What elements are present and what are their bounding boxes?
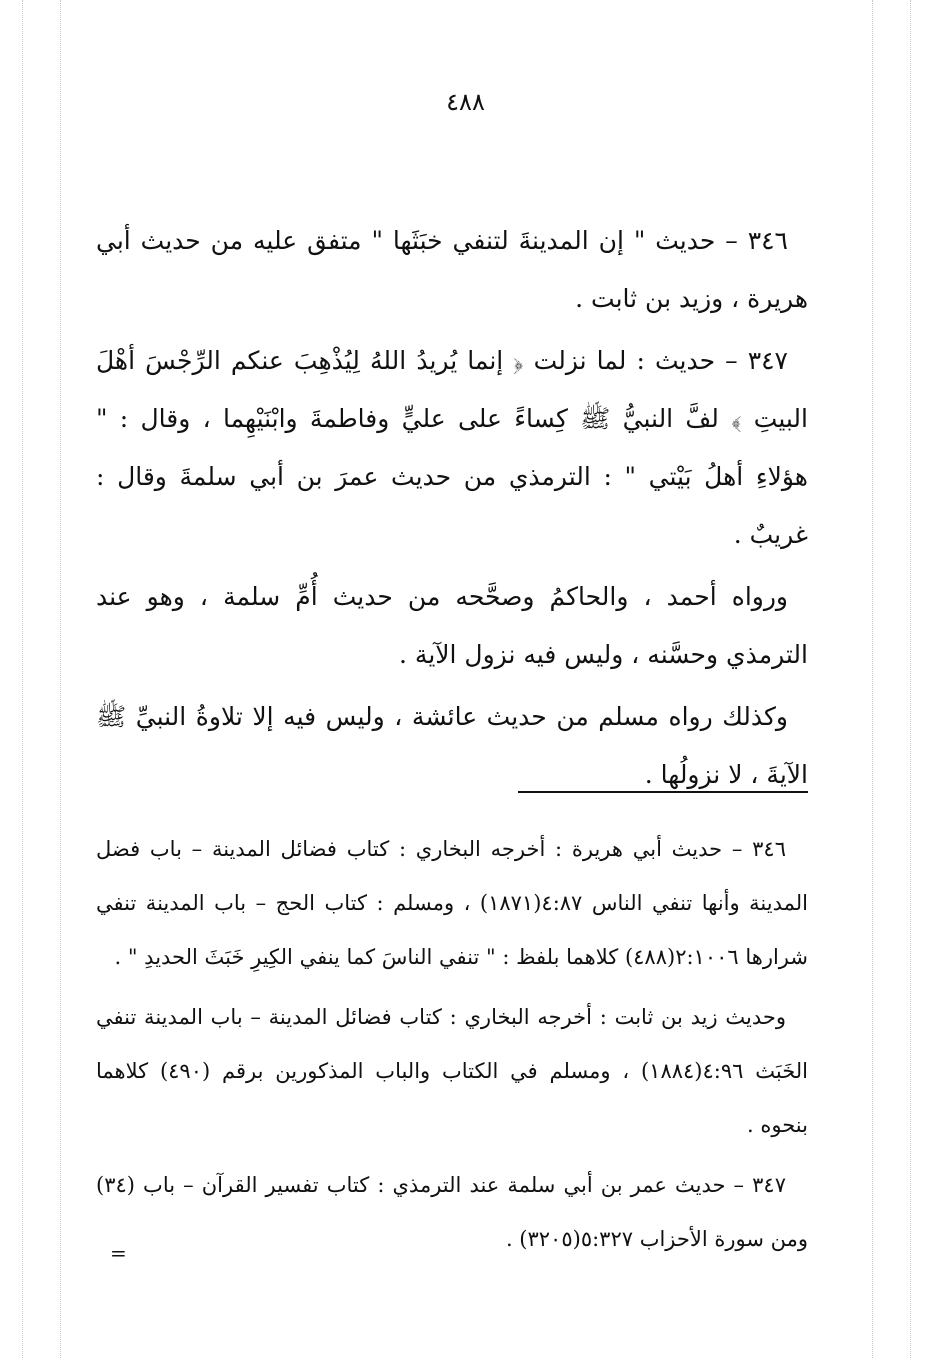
scan-margin-dots-left-inner [60,0,61,1358]
continuation-mark: = [110,1241,127,1265]
page-number: ٤٨٨ [446,88,485,116]
hadith-346-paragraph: ٣٤٦ – حديث " إن المدينةَ لتنفي خبَثَها " متفق عليه من حديث أبي هريرة ، وزيد بن ثابت . [96,226,808,313]
footnote-346-abu-hurayra: ٣٤٦ – حديث أبي هريرة : أخرجه البخاري : كتاب فضائل المدينة – باب فضل المدينة وأنها تنفي الناس ٤:٨٧(١٨٧١) ، ومسلم : كتاب الحج – باب المدينة تنفي شرارها ٢:١٠٠٦(٤٨٨) كلاهما بلفظ : " تنفي الناسَ كما ينفي الكِيرِ خَبَثَ الحديدِ " . [96,837,808,969]
footnote-346-zayd: وحديث زيد بن ثابت : أخرجه البخاري : كتاب فضائل المدينة – باب المدينة تنفي الخَبَث ٤:٩٦(١٨٨٤) ، ومسلم في الكتاب والباب المذكورين برقم (٤٩٠) كلاهما بنحوه . [96,1005,808,1137]
hadith-347-paragraph: ٣٤٧ – حديث : لما نزلت ﴿ إنما يُريدُ اللهُ لِيُذْهِبَ عنكم الرِّجْسَ أهْلَ البيتِ ﴾ لفَّ النبيُّ ﷺ كِساءً على عليٍّ وفاطمةَ وابْنَيْهِما ، وقال : " هؤلاءِ أهلُ بَيْتي " : الترمذي من حديث عمرَ بن أبي سلمةَ وقال : غريبٌ . [96,346,808,549]
muslim-aisha-paragraph: وكذلك رواه مسلم من حديث عائشة ، وليس فيه إلا تلاوةُ النبيِّ ﷺ الآيةَ ، لا نزولُها . [96,702,808,789]
main-text [96,212,808,808]
scan-margin-dots-right-inner [872,0,873,1358]
footnote-separator-rule [518,791,808,793]
footnotes [96,822,808,1272]
scan-margin-dots-left [22,0,23,1358]
ahmad-hakim-paragraph: ورواه أحمد ، والحاكمُ وصحَّحه من حديث أُمِّ سلمة ، وهو عند الترمذي وحسَّنه ، وليس فيه نزول الآية . [96,582,808,669]
scan-margin-dots-right [910,0,911,1358]
footnote-347: ٣٤٧ – حديث عمر بن أبي سلمة عند الترمذي : كتاب تفسير القرآن – باب (٣٤) ومن سورة الأحزاب ٥:٣٢٧(٣٢٠٥) . [96,1173,808,1251]
